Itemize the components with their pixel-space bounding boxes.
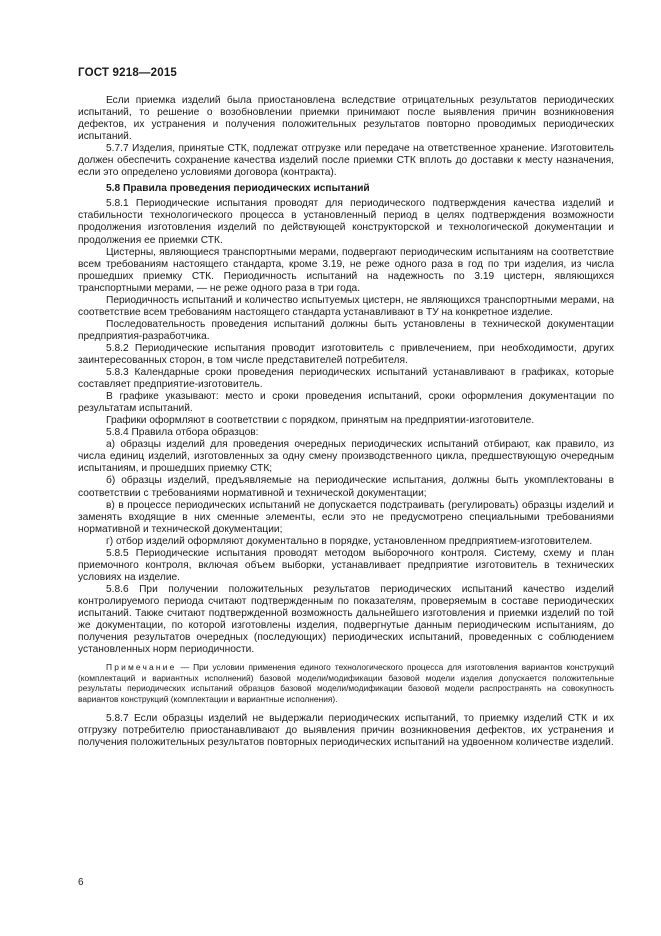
paragraph: 5.8.7 Если образцы изделий не выдержали периодических испытаний, то приемку изделий СТК и их отгрузку потребителю приостанавливают до выявления причин возникновения дефектов, их устранения и получения положительных результатов повторных периодических испытаний на удвоенном количестве изделий. <box>78 712 614 748</box>
paragraph: Цистерны, являющиеся транспортными мерами, подвергают периодическим испытаниям на соответствие всем требованиям настоящего стандарта, кроме 3.19, не реже одного раза в год по три изделия, из числа прошедших приемку СТК. Периодичность испытаний на надежность по 3.19 цистерн, являющихся транспортными мерами, — не реже одного раза в три года. <box>78 246 614 294</box>
list-item: в) в процессе периодических испытаний не допускается подстраивать (регулировать) образцы изделий и заменять входящие в них сменные элементы, если это не предусмотрено специальными требованиями нормативной и технической документации; <box>78 499 614 535</box>
paragraph: 5.8.3 Календарные сроки проведения периодических испытаний устанавливают в графиках, которые составляет предприятие-изготовитель. <box>78 367 614 391</box>
section-heading: 5.8 Правила проведения периодических испытаний <box>106 183 370 195</box>
document-body <box>78 95 614 749</box>
page-number: 6 <box>78 877 84 888</box>
paragraph: Если приемка изделий была приостановлена вследствие отрицательных результатов периодических испытаний, то решение о возобновлении приемки принимают после выявления причин возникновения дефектов, их устранения и получения положительных результатов повторно проводимых периодических испытаний. <box>78 95 614 143</box>
paragraph: 5.8.6 При получении положительных результатов периодических испытаний качество изделий контролируемого периода считают подтвержденным по показателям, проверяемым в составе периодических испытаний. Также считают подтвержденной возможность дальнейшего изготовления и приемки изделий по той же документации, по которой изготовлены изделия, подвергнутые данным периодическим испытаниям, до получения результатов очередных (последующих) периодических испытаний, проведенных с соблюдением установленных норм периодичности. <box>78 583 614 656</box>
note <box>78 662 614 704</box>
paragraph: 5.8.4 Правила отбора образцов: <box>106 427 259 439</box>
note-text: — При условии применения единого технологического процесса для изготовления вариантов конструкций (комплектаций и вариантных исполнений) базовой модели/модификации базовой модели изделия допускается положительные результаты периодических испытаний образцов базовой модели/модификации базовой модели распространять на совокупность вариантов конструкций (комплектации и вариантные исполнения). <box>78 662 615 704</box>
list-item: а) образцы изделий для проведения очередных периодических испытаний отбирают, как правило, из числа единиц изделий, изготовленных за одну смену производственного цикла, предшествующую очередным испытаниям, и прошедших приемку СТК; <box>78 439 614 475</box>
paragraph: Графики оформляют в соответствии с порядком, принятым на предприятии-изготовителе. <box>106 415 535 427</box>
list-item: г) отбор изделий оформляют документально в порядке, установленном предприятием-изготовителем. <box>106 535 593 547</box>
paragraph: В графике указывают: место и сроки проведения испытаний, сроки оформления документации по результатам испытаний. <box>78 391 614 415</box>
paragraph: 5.8.5 Периодические испытания проводят методом выборочного контроля. Систему, схему и план приемочного контроля, включая объем выборки, устанавливает предприятие изготовитель в технических условиях на изделие. <box>78 547 614 583</box>
list-item: б) образцы изделий, предъявляемые на периодические испытания, должны быть укомплектованы в соответствии с требованиями нормативной и технической документации; <box>78 475 614 499</box>
note-label: Примечание <box>106 662 177 673</box>
paragraph: 5.7.7 Изделия, принятые СТК, подлежат отгрузке или передаче на ответственное хранение. Изготовитель должен обеспечить сохранение качества изделий после приемки СТК вплоть до доставки к месту назначения, если это определено условиями договора (контракта). <box>78 143 614 179</box>
paragraph: Последовательность проведения испытаний должны быть установлены в технической документации предприятия-разработчика. <box>78 318 614 342</box>
paragraph: 5.8.2 Периодические испытания проводит изготовитель с привлечением, при необходимости, других заинтересованных сторон, в том числе представителей потребителя. <box>78 342 614 366</box>
page-header: ГОСТ 9218—2015 <box>78 67 178 79</box>
paragraph: Периодичность испытаний и количество испытуемых цистерн, не являющихся транспортными мерами, на соответствие всем требованиям настоящего стандарта устанавливают в ТУ на конкретное изделие. <box>78 294 614 318</box>
paragraph: 5.8.1 Периодические испытания проводят для периодического подтверждения качества изделий и стабильности технологического процесса в установленный период в целях подтверждения возможности продолжения изготовления изделий по действующей конструкторской и технологической документации и продолжения ее приемки СТК. <box>78 198 614 246</box>
